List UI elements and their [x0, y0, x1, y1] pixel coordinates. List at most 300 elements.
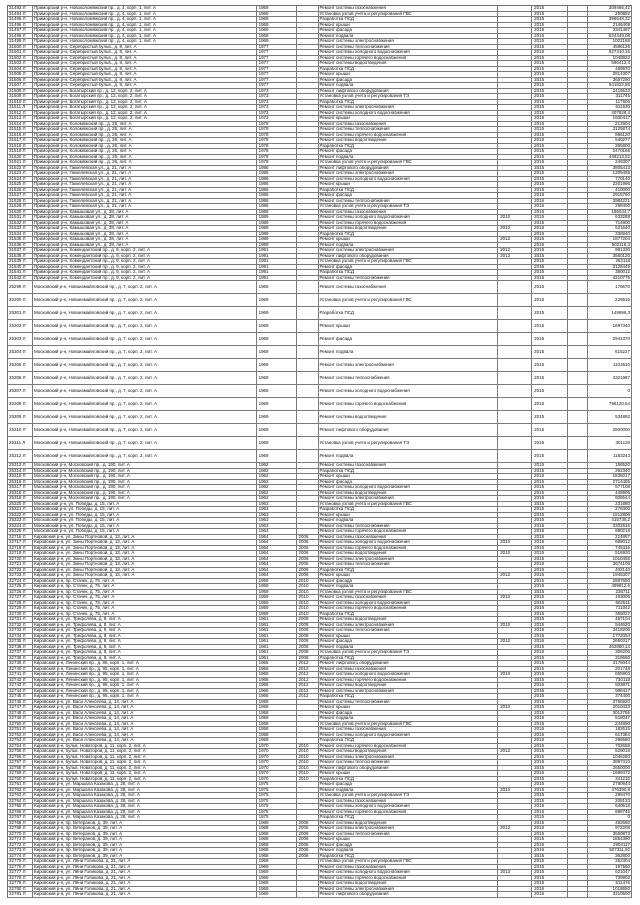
cell-year-extra	[297, 496, 319, 501]
cell-plan-year: 2015	[532, 656, 568, 661]
cell-blank	[568, 177, 588, 182]
cell-plan-year: 2015	[532, 411, 568, 423]
cell-id: 31496 Л	[8, 23, 33, 28]
cell-last-repair-year	[498, 307, 532, 319]
cell-work-type: Установка узлов учета и регулирования ГВС	[319, 160, 499, 165]
cell-last-repair-year	[498, 738, 532, 743]
cell-plan-year: 2016	[532, 524, 568, 529]
cell-blank	[568, 832, 588, 837]
cell-id: 25317 Л	[8, 485, 33, 490]
cell-address: Кировский р-н, ул. Васи Алексеева, д. 14, лит. А	[33, 711, 257, 716]
cell-year-extra	[297, 320, 319, 332]
cell-work-type: Ремонт фасада	[319, 782, 499, 787]
cell-year-extra	[297, 524, 319, 529]
cell-address: Приморский р-н, Коломяжский пр., д. 26, лит. А	[33, 133, 257, 138]
cell-plan-year: 2015	[532, 540, 568, 545]
cell-plan-year: 2015	[532, 667, 568, 672]
cell-year-built: 1973	[257, 89, 297, 94]
cell-year-built: 1986	[257, 171, 297, 176]
cell-plan-year: 2015	[532, 171, 568, 176]
cell-blank	[568, 138, 588, 143]
cell-work-type: Ремонт системы электроснабжения	[319, 623, 499, 628]
cell-blank	[568, 28, 588, 33]
cell-work-type: Ремонт подвала	[319, 518, 499, 523]
cell-year-built: 1958	[257, 738, 297, 743]
cell-address: Кировский р-н, Ленинский пр., д. 95, корп. 1, лит. А	[33, 678, 257, 683]
cell-blank	[568, 667, 588, 672]
cell-year-built: 1989	[257, 243, 297, 248]
cell-blank	[568, 711, 588, 716]
cell-work-type: Установка узлов учета и регулирования ТЭ	[319, 793, 499, 798]
cell-cost: 3805413	[588, 166, 632, 171]
cell-cost: 3012786	[588, 711, 632, 716]
cell-year-extra: 2006	[297, 826, 319, 831]
cell-last-repair-year: 2010	[498, 551, 532, 556]
cell-blank	[568, 870, 588, 875]
cell-last-repair-year	[498, 617, 532, 622]
cell-last-repair-year	[498, 799, 532, 804]
cell-plan-year: 2016	[532, 237, 568, 242]
cell-cost: 2470165	[588, 149, 632, 154]
cell-year-built: 1970	[257, 766, 297, 771]
cell-work-type: Ремонт системы горячего водоснабжения	[319, 221, 499, 226]
cell-address: Кировский р-н, Ленинский пр., д. 95, корп. 1, лит. А	[33, 667, 257, 672]
cell-address: Московский р-н, Новоизмайловский пр., д. 7, корп. 2, лит. А	[33, 424, 257, 436]
cell-last-repair-year	[498, 804, 532, 809]
cell-year-built: 1969	[257, 23, 297, 28]
cell-id: 25311 Л	[8, 437, 33, 449]
cell-year-built: 1986	[257, 166, 297, 171]
cell-blank	[568, 502, 588, 507]
cell-plan-year: 2015	[532, 450, 568, 462]
cell-address: Приморский р-н, Камышовая ул., д. 38, лит. А	[33, 221, 257, 226]
cell-last-repair-year	[498, 116, 532, 121]
cell-id: 31519 Л	[8, 149, 33, 154]
cell-cost: 2416533	[588, 89, 632, 94]
cell-blank	[568, 270, 588, 275]
cell-id: 31511 Л	[8, 105, 33, 110]
cell-blank	[568, 738, 588, 743]
cell-last-repair-year	[498, 546, 532, 551]
cell-last-repair-year	[498, 210, 532, 215]
cell-year-extra	[297, 221, 319, 226]
cell-cost: 633288	[588, 215, 632, 220]
cell-cost: 3418206	[588, 628, 632, 633]
cell-year-built: 1975	[257, 782, 297, 787]
cell-address: Кировский р-н, ул. Зины Портновой, д. 13, лит. А	[33, 546, 257, 551]
cell-work-type: Ремонт системы водоотведения	[319, 226, 499, 231]
cell-id: 31510 Л	[8, 100, 33, 105]
cell-blank	[568, 100, 588, 105]
cell-last-repair-year	[498, 155, 532, 160]
cell-year-extra: 2010	[297, 595, 319, 600]
cell-year-built: 1961	[257, 639, 297, 644]
cell-last-repair-year: 2010	[498, 788, 532, 793]
cell-year-built: 1973	[257, 105, 297, 110]
cell-cost: 981330	[588, 248, 632, 253]
cell-year-built: 1959	[257, 590, 297, 595]
cell-id: 32772 Л	[8, 843, 33, 848]
cell-year-extra	[297, 733, 319, 738]
cell-last-repair-year	[498, 450, 532, 462]
cell-address: Московский р-н, Новоизмайловский пр., д. 7, корп. 2, лит. А	[33, 307, 257, 319]
cell-blank	[568, 226, 588, 231]
cell-cost: 407826,4	[588, 111, 632, 116]
cell-work-type: Ремонт крыши	[319, 513, 499, 518]
cell-year-built: 1964	[257, 540, 297, 545]
cell-year-extra	[297, 259, 319, 264]
cell-plan-year: 2016	[532, 892, 568, 897]
cell-plan-year: 2015	[532, 788, 568, 793]
cell-id: 25306 Л	[8, 372, 33, 384]
cell-work-type: Ремонт фасада	[319, 193, 499, 198]
cell-year-extra: 2012	[297, 672, 319, 677]
cell-address: Кировский р-н, ул. Трефолева, д. 8, лит. А	[33, 650, 257, 655]
cell-year-built: 1962	[257, 491, 297, 496]
cell-work-type: Ремонт системы электроснабжения	[319, 248, 499, 253]
cell-year-built: 1969	[257, 892, 297, 897]
cell-year-extra	[297, 17, 319, 22]
cell-cost: 611530	[588, 105, 632, 110]
cell-last-repair-year	[498, 733, 532, 738]
cell-work-type: Ремонт системы электроснабжения	[319, 887, 499, 892]
cell-blank	[568, 601, 588, 606]
cell-plan-year: 2015	[532, 56, 568, 61]
cell-id: 25325 Л	[8, 529, 33, 534]
cell-blank	[568, 573, 588, 578]
cell-id: 31542 Л	[8, 276, 33, 281]
cell-year-extra	[297, 254, 319, 259]
cell-cost: 306205	[588, 650, 632, 655]
cell-cost: 4586126	[588, 45, 632, 50]
cell-blank	[568, 485, 588, 490]
cell-address: Кировский р-н, ул. Лёни Голикова, д. 21, лит. А	[33, 876, 257, 881]
cell-plan-year: 2015	[532, 496, 568, 501]
cell-work-type: Ремонт системы холодного водоснабжения	[319, 485, 499, 490]
cell-year-built: 1964	[257, 546, 297, 551]
cell-last-repair-year	[498, 678, 532, 683]
cell-year-built: 1977	[257, 50, 297, 55]
cell-id: 31521 Л	[8, 160, 33, 165]
cell-cost: 380012	[588, 270, 632, 275]
cell-year-built: 1969	[257, 876, 297, 881]
cell-year-built: 1958	[257, 711, 297, 716]
cell-cost: 541822,66	[588, 83, 632, 88]
cell-year-built: 1989	[257, 226, 297, 231]
cell-year-built: 1991	[257, 276, 297, 281]
cell-id: 31532 Л	[8, 221, 33, 226]
cell-blank	[568, 144, 588, 149]
cell-year-extra: 2006	[297, 573, 319, 578]
cell-plan-year: 2015	[532, 160, 568, 165]
cell-address: Кировский р-н, пр. Ветеранов, д. 39, лит. А	[33, 837, 257, 842]
cell-id: 25313 Л	[8, 463, 33, 468]
cell-year-built: 1958	[257, 727, 297, 732]
table-row	[8, 450, 632, 463]
cell-year-extra	[297, 171, 319, 176]
cell-work-type: Ремонт системы холодного водоснабжения	[319, 870, 499, 875]
cell-id: 31518 Л	[8, 144, 33, 149]
table-row	[8, 346, 632, 359]
cell-blank	[568, 437, 588, 449]
cell-id: 25321 Л	[8, 507, 33, 512]
cell-year-extra	[297, 111, 319, 116]
cell-last-repair-year	[498, 628, 532, 633]
table-row	[8, 437, 632, 450]
cell-address: Московский р-н, Новоизмайловский пр., д. 7, корп. 2, лит. А	[33, 320, 257, 332]
cell-year-extra	[297, 700, 319, 705]
cell-blank	[568, 727, 588, 732]
cell-plan-year: 2015	[532, 678, 568, 683]
cell-plan-year: 2015	[532, 722, 568, 727]
cell-year-built: 1968	[257, 837, 297, 842]
cell-cost: 1010455	[588, 557, 632, 562]
cell-year-extra: 2006	[297, 557, 319, 562]
cell-blank	[568, 551, 588, 556]
cell-id: 31502 Л	[8, 56, 33, 61]
cell-work-type: Ремонт системы горячего водоснабжения	[319, 546, 499, 551]
cell-plan-year: 2015	[532, 6, 568, 11]
cell-id: 31539 Л	[8, 259, 33, 264]
cell-plan-year: 2016	[532, 810, 568, 815]
cell-id: 31497 Л	[8, 28, 33, 33]
cell-cost: 770140	[588, 177, 632, 182]
cell-work-type: Ремонт фасада	[319, 579, 499, 584]
cell-id: 32756 Л	[8, 755, 33, 760]
cell-plan-year: 2015	[532, 138, 568, 143]
cell-address: Приморский р-н, Комендантский пр., д. 9, корп. 2, лит. А	[33, 276, 257, 281]
cell-id: 32758 Л	[8, 766, 33, 771]
cell-year-extra: 2008	[297, 656, 319, 661]
cell-address: Приморский р-н, Новоколомяжский пр., д. 4, корп. 1, лит. А	[33, 17, 257, 22]
cell-last-repair-year	[498, 645, 532, 650]
cell-id: 31508 Л	[8, 89, 33, 94]
cell-year-extra	[297, 122, 319, 127]
cell-id: 31536 Л	[8, 243, 33, 248]
cell-address: Кировский р-н, ул. Трефолева, д. 8, лит. А	[33, 639, 257, 644]
cell-cost: 3341487	[588, 28, 632, 33]
cell-blank	[568, 744, 588, 749]
cell-id: 31507 Л	[8, 83, 33, 88]
cell-year-built: 1978	[257, 155, 297, 160]
cell-id: 32722 Л	[8, 568, 33, 573]
cell-blank	[568, 881, 588, 886]
cell-plan-year: 2015	[532, 601, 568, 606]
cell-blank	[568, 887, 588, 892]
cell-work-type: Установка узлов учета и регулирования ТЭ	[319, 650, 499, 655]
cell-work-type: Ремонт фасада	[319, 480, 499, 485]
cell-work-type: Ремонт системы холодного водоснабжения	[319, 50, 499, 55]
cell-plan-year: 2015	[532, 804, 568, 809]
cell-year-extra	[297, 810, 319, 815]
cell-work-type: Ремонт системы холодного водоснабжения	[319, 672, 499, 677]
cell-year-extra	[297, 799, 319, 804]
cell-work-type: Ремонт крыши	[319, 182, 499, 187]
cell-year-extra: 2008	[297, 623, 319, 628]
cell-plan-year: 2015	[532, 463, 568, 468]
cell-cost: 292340	[588, 469, 632, 474]
cell-year-extra	[297, 177, 319, 182]
cell-work-type: Ремонт системы водоотведения	[319, 617, 499, 622]
cell-cost: 2714455	[588, 480, 632, 485]
cell-cost: 309466,42	[588, 6, 632, 11]
cell-year-built: 1969	[257, 450, 297, 462]
cell-id: 32776 Л	[8, 865, 33, 870]
cell-id: 25303 Л	[8, 333, 33, 345]
cell-plan-year: 2015	[532, 12, 568, 17]
cell-last-repair-year	[498, 854, 532, 859]
cell-work-type: Ремонт системы газоснабжения	[319, 463, 499, 468]
cell-last-repair-year	[498, 89, 532, 94]
cell-id: 31504 Л	[8, 67, 33, 72]
cell-cost: 3310500	[588, 892, 632, 897]
cell-blank	[568, 513, 588, 518]
cell-address: Московский р-н, Московский пр., д. 190, лит. А	[33, 469, 257, 474]
cell-cost: 492660	[588, 821, 632, 826]
cell-blank	[568, 546, 588, 551]
cell-address: Кировский р-н, ул. Васи Алексеева, д. 14, лит. А	[33, 738, 257, 743]
cell-cost: 507311,92	[588, 848, 632, 853]
cell-cost: 365800	[588, 144, 632, 149]
cell-last-repair-year	[498, 782, 532, 787]
cell-cost: 4210775	[588, 276, 632, 281]
cell-blank	[568, 359, 588, 371]
cell-blank	[568, 411, 588, 423]
cell-work-type: Ремонт системы электроснабжения	[319, 105, 499, 110]
cell-year-built: 1969	[257, 359, 297, 371]
cell-plan-year: 2015	[532, 346, 568, 358]
cell-plan-year: 2016	[532, 226, 568, 231]
cell-plan-year: 2015	[532, 270, 568, 275]
cell-last-repair-year	[498, 568, 532, 573]
cell-year-extra	[297, 276, 319, 281]
cell-plan-year: 2016	[532, 887, 568, 892]
cell-last-repair-year: 2012	[498, 237, 532, 242]
cell-id: 31522 Л	[8, 166, 33, 171]
cell-cost: 3657290	[588, 78, 632, 83]
cell-last-repair-year	[498, 821, 532, 826]
cell-cost: 1697340	[588, 320, 632, 332]
cell-last-repair-year: 2010	[498, 540, 532, 545]
cell-year-built: 1968	[257, 854, 297, 859]
cell-work-type: Ремонт фасада	[319, 639, 499, 644]
cell-year-extra	[297, 474, 319, 479]
cell-cost: 2800000	[588, 424, 632, 436]
cell-year-extra: 2006	[297, 848, 319, 853]
cell-id: 31498 Л	[8, 34, 33, 39]
cell-address: Приморский р-н, Богатырский пр., д. 12, корп. 2, лит. А	[33, 105, 257, 110]
cell-id: 31493 Л	[8, 6, 33, 11]
cell-cost: 396548,32	[588, 17, 632, 22]
cell-blank	[568, 722, 588, 727]
cell-address: Московский р-н, Московский пр., д. 190, лит. А	[33, 485, 257, 490]
cell-last-repair-year	[498, 270, 532, 275]
cell-work-type: Ремонт системы электроснабжения	[319, 496, 499, 501]
cell-plan-year: 2015	[532, 469, 568, 474]
cell-cost: 3550873	[588, 832, 632, 837]
cell-address: Кировский р-н, ул. Маршала Казакова, д. 28, лит. А	[33, 788, 257, 793]
cell-plan-year: 2016	[532, 733, 568, 738]
cell-id: 31505 Л	[8, 72, 33, 77]
cell-plan-year: 2016	[532, 843, 568, 848]
cell-year-extra: 2008	[297, 650, 319, 655]
cell-last-repair-year	[498, 333, 532, 345]
cell-plan-year: 2015	[532, 777, 568, 782]
cell-year-extra	[297, 215, 319, 220]
cell-cost: 1103510	[588, 359, 632, 371]
cell-year-extra	[297, 705, 319, 710]
cell-address: Приморский р-н, Новоколомяжский пр., д. 4, корп. 1, лит. А	[33, 12, 257, 17]
cell-address: Приморский р-н, Серебристый бульв., д. 8, лит. А	[33, 67, 257, 72]
cell-cost: 3674109	[588, 562, 632, 567]
cell-last-repair-year: 2012	[498, 254, 532, 259]
cell-year-built: 1969	[257, 881, 297, 886]
cell-id: 25316 Л	[8, 480, 33, 485]
cell-plan-year: 2015	[532, 562, 568, 567]
cell-cost: 263118	[588, 259, 632, 264]
cell-address: Приморский р-н, Богатырский пр., д. 12, корп. 2, лит. А	[33, 116, 257, 121]
cell-year-extra	[297, 815, 319, 820]
cell-year-built: 1969	[257, 865, 297, 870]
cell-address: Московский р-н, ул. Победы, д. 15, лит. А	[33, 524, 257, 529]
cell-last-repair-year	[498, 793, 532, 798]
cell-last-repair-year	[498, 557, 532, 562]
cell-id: 25312 Л	[8, 450, 33, 462]
cell-cost: 186044,7	[588, 210, 632, 215]
cell-blank	[568, 281, 588, 293]
cell-blank	[568, 160, 588, 165]
cell-blank	[568, 89, 588, 94]
cell-address: Кировский р-н, пр. Стачек, д. 75, лит. А	[33, 601, 257, 606]
cell-id: 32775 Л	[8, 859, 33, 864]
cell-last-repair-year	[498, 518, 532, 523]
cell-plan-year: 2015	[532, 215, 568, 220]
cell-work-type: Ремонт подвала	[319, 34, 499, 39]
cell-work-type: Ремонт лифтового оборудования	[319, 166, 499, 171]
cell-id: 32764 Л	[8, 799, 33, 804]
cell-last-repair-year	[498, 590, 532, 595]
cell-last-repair-year	[498, 656, 532, 661]
cell-work-type: Разработка ПСД	[319, 144, 499, 149]
cell-address: Московский р-н, Московский пр., д. 190, лит. А	[33, 463, 257, 468]
cell-id: 32757 Л	[8, 760, 33, 765]
cell-year-built: 1966	[257, 678, 297, 683]
cell-cost: 476390,8	[588, 788, 632, 793]
cell-cost: 0	[588, 815, 632, 820]
cell-last-repair-year	[498, 105, 532, 110]
cell-blank	[568, 766, 588, 771]
cell-id: 25315 Л	[8, 474, 33, 479]
cell-cost: 402140	[588, 568, 632, 573]
cell-blank	[568, 221, 588, 226]
cell-year-built: 1975	[257, 815, 297, 820]
cell-plan-year: 2015	[532, 546, 568, 551]
cell-year-built: 1970	[257, 760, 297, 765]
cell-work-type: Ремонт крыши	[319, 474, 499, 479]
cell-last-repair-year	[498, 766, 532, 771]
cell-blank	[568, 568, 588, 573]
cell-cost: 624449,08	[588, 34, 632, 39]
cell-year-built: 1969	[257, 294, 297, 306]
cell-year-extra	[297, 463, 319, 468]
cell-blank	[568, 254, 588, 259]
cell-year-extra	[297, 502, 319, 507]
cell-id: 32727 Л	[8, 595, 33, 600]
cell-address: Приморский р-н, Камышовая ул., д. 38, лит. А	[33, 226, 257, 231]
cell-blank	[568, 584, 588, 589]
cell-plan-year: 2015	[532, 359, 568, 371]
cell-plan-year: 2015	[532, 149, 568, 154]
